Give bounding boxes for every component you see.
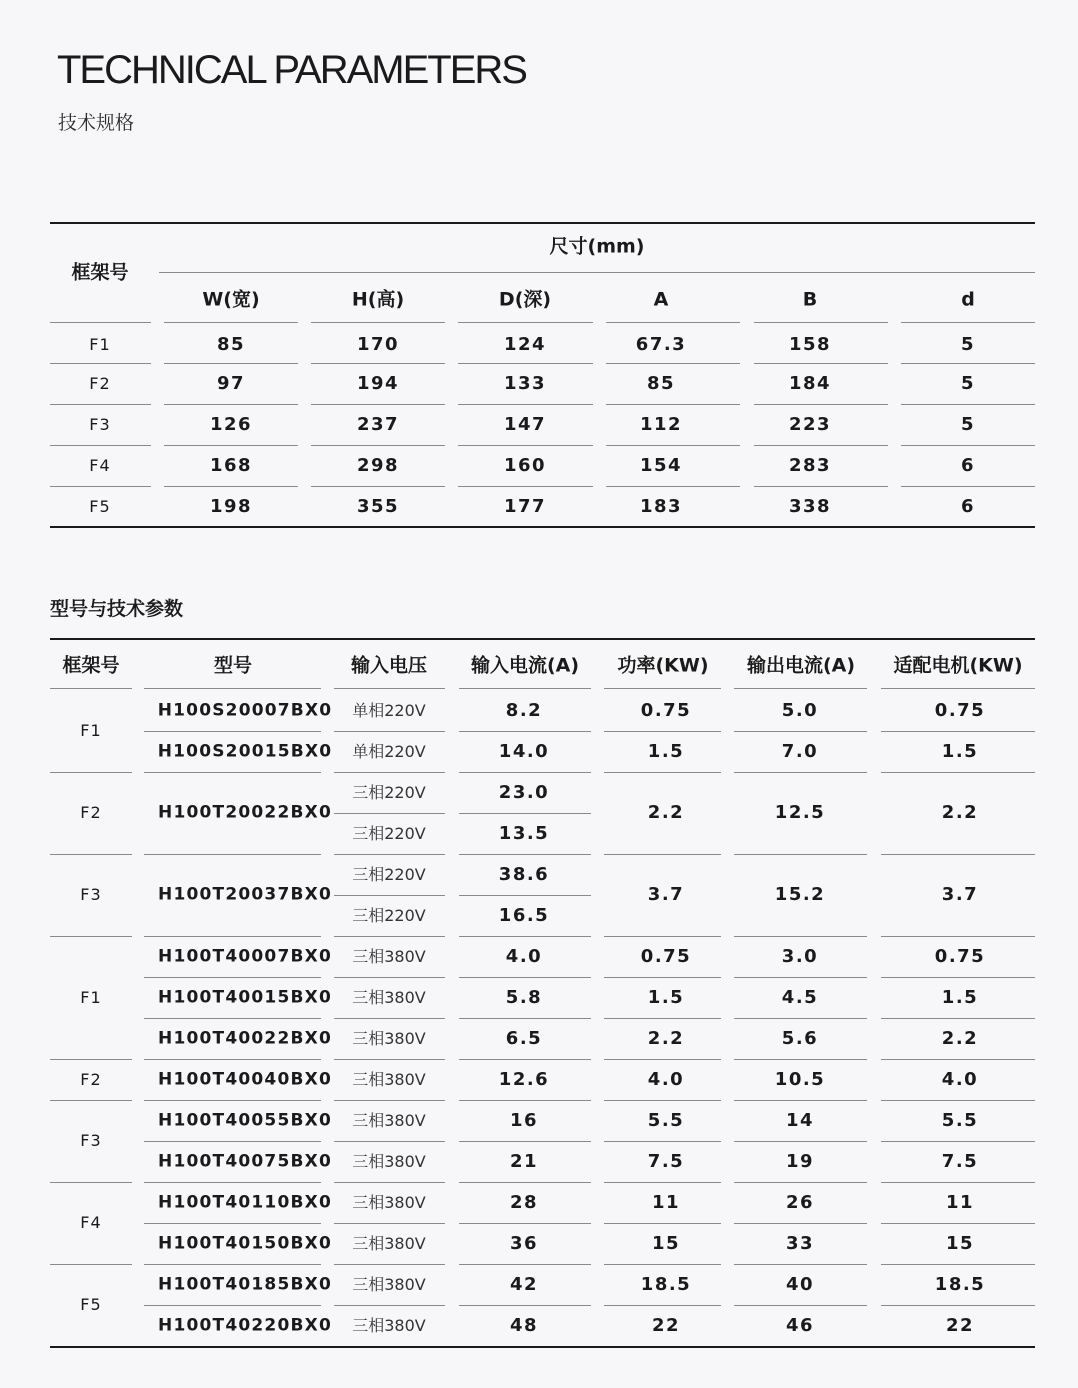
row-divider bbox=[334, 1182, 445, 1183]
input-voltage: 三相220V bbox=[352, 823, 426, 843]
column-header: 输入电压 bbox=[350, 654, 428, 677]
row-divider bbox=[606, 404, 740, 405]
row-divider bbox=[734, 1182, 867, 1183]
row-divider bbox=[458, 404, 593, 405]
frame-cell: F2 bbox=[89, 374, 111, 393]
dimension-value: 183 bbox=[639, 496, 683, 517]
model-cell: H100T20037BX0 bbox=[158, 884, 332, 905]
motor-value: 3.7 bbox=[941, 884, 979, 905]
row-divider bbox=[734, 1264, 867, 1265]
motor-value: 7.5 bbox=[941, 1150, 979, 1172]
output-current-value: 12.5 bbox=[774, 802, 826, 823]
row-divider bbox=[881, 772, 1035, 773]
model-cell: H100T40055BX0 bbox=[158, 1110, 332, 1130]
row-divider bbox=[144, 731, 321, 732]
row-divider bbox=[459, 731, 591, 732]
row-divider bbox=[459, 1018, 591, 1019]
row-divider bbox=[881, 1223, 1035, 1224]
dimension-value: 158 bbox=[788, 334, 832, 355]
row-divider bbox=[334, 731, 445, 732]
frame-cell: F4 bbox=[80, 1213, 102, 1232]
row-divider bbox=[881, 1100, 1035, 1101]
dimension-value: 85 bbox=[646, 373, 676, 394]
row-divider bbox=[144, 772, 321, 773]
input-current-value: 5.8 bbox=[505, 986, 543, 1008]
row-divider bbox=[311, 486, 445, 487]
input-current-value: 14.0 bbox=[498, 740, 550, 762]
dimension-value: 97 bbox=[216, 373, 246, 394]
table-bottom-rule bbox=[50, 526, 1035, 528]
dimension-value: 124 bbox=[503, 334, 547, 355]
row-divider bbox=[144, 1059, 321, 1060]
frame-cell: F3 bbox=[80, 885, 102, 904]
row-divider bbox=[334, 1264, 445, 1265]
frame-cell: F5 bbox=[89, 497, 111, 516]
row-divider bbox=[334, 895, 445, 896]
row-divider bbox=[604, 731, 721, 732]
output-current-value: 5.0 bbox=[781, 699, 819, 721]
input-voltage: 三相380V bbox=[352, 1233, 426, 1253]
dimension-value: 112 bbox=[639, 414, 683, 435]
row-divider bbox=[164, 363, 298, 364]
input-current-value: 48 bbox=[509, 1314, 539, 1336]
input-current-value: 16 bbox=[509, 1109, 539, 1131]
column-header: 输入电流(A) bbox=[470, 654, 580, 677]
frame-cell: F2 bbox=[80, 803, 102, 822]
row-divider bbox=[144, 1182, 321, 1183]
power-value: 15 bbox=[651, 1232, 681, 1254]
row-divider bbox=[604, 936, 721, 937]
dimension-value: 237 bbox=[356, 414, 400, 435]
column-header: 型号 bbox=[213, 654, 253, 677]
column-header: 框架号 bbox=[62, 654, 120, 677]
input-voltage: 单相220V bbox=[352, 700, 426, 720]
row-divider bbox=[901, 445, 1035, 446]
dimension-value: 168 bbox=[209, 455, 253, 476]
model-cell: H100T40007BX0 bbox=[158, 946, 332, 966]
row-divider bbox=[144, 1223, 321, 1224]
row-divider bbox=[458, 486, 593, 487]
model-cell: H100T40220BX0 bbox=[158, 1315, 332, 1335]
power-value: 22 bbox=[651, 1314, 681, 1336]
row-divider bbox=[164, 486, 298, 487]
row-divider bbox=[604, 1018, 721, 1019]
motor-value: 0.75 bbox=[934, 945, 986, 967]
row-divider bbox=[459, 1264, 591, 1265]
power-value: 3.7 bbox=[647, 884, 685, 905]
row-divider bbox=[334, 1223, 445, 1224]
row-divider bbox=[754, 486, 888, 487]
row-divider bbox=[881, 1305, 1035, 1306]
frame-cell: F3 bbox=[80, 1131, 102, 1150]
row-divider bbox=[459, 1059, 591, 1060]
dimension-value: 133 bbox=[503, 373, 547, 394]
row-divider bbox=[734, 688, 867, 689]
input-voltage: 三相380V bbox=[352, 1151, 426, 1171]
row-divider bbox=[734, 1018, 867, 1019]
motor-value: 18.5 bbox=[934, 1273, 986, 1295]
column-header: d bbox=[961, 288, 975, 311]
output-current-value: 19 bbox=[785, 1150, 815, 1172]
dimension-value: 223 bbox=[788, 414, 832, 435]
row-divider bbox=[458, 445, 593, 446]
column-header: 适配电机(KW) bbox=[893, 654, 1023, 677]
row-divider bbox=[50, 854, 132, 855]
row-divider bbox=[901, 486, 1035, 487]
row-divider bbox=[144, 854, 321, 855]
row-divider bbox=[881, 977, 1035, 978]
output-current-value: 26 bbox=[785, 1191, 815, 1213]
row-divider bbox=[459, 1100, 591, 1101]
dimension-value: 298 bbox=[356, 455, 400, 476]
row-divider bbox=[459, 1141, 591, 1142]
power-value: 11 bbox=[651, 1191, 681, 1213]
row-divider bbox=[734, 854, 867, 855]
input-voltage: 三相220V bbox=[352, 864, 426, 884]
row-divider bbox=[311, 445, 445, 446]
power-value: 18.5 bbox=[640, 1273, 692, 1295]
column-header: B bbox=[802, 288, 818, 311]
row-divider bbox=[754, 445, 888, 446]
motor-value: 0.75 bbox=[934, 699, 986, 721]
table-top-rule bbox=[50, 222, 1035, 224]
row-divider bbox=[734, 1059, 867, 1060]
row-divider bbox=[334, 772, 445, 773]
model-cell: H100S20015BX0 bbox=[157, 741, 333, 761]
row-divider bbox=[606, 363, 740, 364]
model-cell: H100T40075BX0 bbox=[158, 1151, 332, 1171]
output-current-value: 3.0 bbox=[781, 945, 819, 967]
row-divider bbox=[604, 1223, 721, 1224]
input-voltage: 三相380V bbox=[352, 1315, 426, 1335]
row-divider bbox=[881, 854, 1035, 855]
input-current-value: 8.2 bbox=[505, 699, 543, 721]
motor-value: 5.5 bbox=[941, 1109, 979, 1131]
power-value: 1.5 bbox=[647, 740, 685, 762]
row-divider bbox=[334, 1100, 445, 1101]
row-divider bbox=[604, 688, 721, 689]
model-cell: H100T40015BX0 bbox=[158, 987, 332, 1007]
motor-value: 15 bbox=[945, 1232, 975, 1254]
input-current-value: 42 bbox=[509, 1273, 539, 1295]
output-current-value: 5.6 bbox=[781, 1027, 819, 1049]
model-cell: H100T20022BX0 bbox=[158, 802, 332, 823]
dimension-value: 170 bbox=[356, 334, 400, 355]
frame-cell: F5 bbox=[80, 1295, 102, 1314]
row-divider bbox=[144, 1305, 321, 1306]
row-divider bbox=[459, 854, 591, 855]
frame-cell: F1 bbox=[80, 987, 102, 1007]
column-header: W(宽) bbox=[202, 288, 260, 311]
row-divider bbox=[604, 1059, 721, 1060]
dimension-value: 355 bbox=[356, 496, 400, 517]
row-divider bbox=[50, 322, 151, 323]
row-divider bbox=[881, 731, 1035, 732]
motor-value: 22 bbox=[945, 1314, 975, 1336]
row-divider bbox=[734, 1223, 867, 1224]
dimension-value: 6 bbox=[960, 455, 976, 476]
row-divider bbox=[311, 404, 445, 405]
input-voltage: 单相220V bbox=[352, 741, 426, 761]
row-divider bbox=[901, 404, 1035, 405]
table-top-rule bbox=[50, 638, 1035, 640]
row-divider bbox=[606, 486, 740, 487]
power-value: 0.75 bbox=[640, 945, 692, 967]
row-divider bbox=[754, 404, 888, 405]
row-divider bbox=[881, 1059, 1035, 1060]
row-divider bbox=[334, 813, 445, 814]
dimension-value: 85 bbox=[216, 334, 246, 355]
dimension-value: 126 bbox=[209, 414, 253, 435]
row-divider bbox=[459, 772, 591, 773]
row-divider bbox=[754, 363, 888, 364]
dimension-value: 198 bbox=[209, 496, 253, 517]
row-divider bbox=[604, 1100, 721, 1101]
row-divider bbox=[334, 977, 445, 978]
motor-value: 1.5 bbox=[941, 740, 979, 762]
input-current-value: 36 bbox=[509, 1232, 539, 1254]
input-current-value: 12.6 bbox=[498, 1068, 550, 1090]
input-voltage: 三相220V bbox=[352, 782, 426, 802]
output-current-value: 7.0 bbox=[781, 740, 819, 762]
dimension-value: 160 bbox=[503, 455, 547, 476]
model-cell: H100T40185BX0 bbox=[158, 1274, 332, 1294]
row-divider bbox=[459, 977, 591, 978]
row-divider bbox=[144, 936, 321, 937]
input-voltage: 三相380V bbox=[352, 1110, 426, 1130]
frame-header: 框架号 bbox=[71, 261, 129, 284]
model-cell: H100T40150BX0 bbox=[158, 1233, 332, 1253]
row-divider bbox=[50, 363, 151, 364]
input-current-value: 16.5 bbox=[498, 904, 550, 926]
power-value: 4.0 bbox=[647, 1068, 685, 1090]
row-divider bbox=[334, 1018, 445, 1019]
frame-cell: F2 bbox=[80, 1069, 102, 1089]
input-voltage: 三相380V bbox=[352, 1028, 426, 1048]
size-group-header: 尺寸(mm) bbox=[549, 235, 645, 258]
motor-value: 11 bbox=[945, 1191, 975, 1213]
motor-value: 4.0 bbox=[941, 1068, 979, 1090]
row-divider bbox=[50, 445, 151, 446]
row-divider bbox=[334, 1305, 445, 1306]
row-divider bbox=[144, 977, 321, 978]
model-cell: H100T40040BX0 bbox=[158, 1069, 332, 1089]
frame-cell: F1 bbox=[89, 335, 111, 354]
row-divider bbox=[881, 1141, 1035, 1142]
row-divider bbox=[50, 1264, 132, 1265]
row-divider bbox=[604, 1264, 721, 1265]
column-header: A bbox=[653, 288, 669, 311]
row-divider bbox=[881, 1018, 1035, 1019]
row-divider bbox=[458, 322, 593, 323]
row-divider bbox=[144, 1100, 321, 1101]
output-current-value: 14 bbox=[785, 1109, 815, 1131]
row-divider bbox=[604, 854, 721, 855]
row-divider bbox=[50, 688, 132, 689]
row-divider bbox=[734, 936, 867, 937]
column-header: 功率(KW) bbox=[617, 654, 709, 677]
row-divider bbox=[459, 1182, 591, 1183]
output-current-value: 46 bbox=[785, 1314, 815, 1336]
row-divider bbox=[734, 772, 867, 773]
row-divider bbox=[881, 1264, 1035, 1265]
dimension-value: 283 bbox=[788, 455, 832, 476]
output-current-value: 4.5 bbox=[781, 986, 819, 1008]
row-divider bbox=[881, 1182, 1035, 1183]
model-cell: H100T40022BX0 bbox=[158, 1028, 332, 1048]
row-divider bbox=[606, 322, 740, 323]
input-current-value: 28 bbox=[509, 1191, 539, 1213]
input-voltage: 三相380V bbox=[352, 946, 426, 966]
input-voltage: 三相220V bbox=[352, 905, 426, 925]
input-voltage: 三相380V bbox=[352, 1069, 426, 1089]
input-voltage: 三相380V bbox=[352, 1274, 426, 1294]
row-divider bbox=[459, 688, 591, 689]
dimension-value: 184 bbox=[788, 373, 832, 394]
row-divider bbox=[754, 322, 888, 323]
power-value: 1.5 bbox=[647, 986, 685, 1008]
dimension-value: 5 bbox=[960, 373, 976, 394]
table-bottom-rule bbox=[50, 1346, 1035, 1348]
row-divider bbox=[144, 1264, 321, 1265]
row-divider bbox=[604, 1182, 721, 1183]
row-divider bbox=[734, 1141, 867, 1142]
row-divider bbox=[459, 1223, 591, 1224]
input-current-value: 13.5 bbox=[498, 822, 550, 844]
spec-section-title: 型号与技术参数 bbox=[50, 598, 184, 620]
row-divider bbox=[50, 1100, 132, 1101]
row-divider bbox=[50, 1182, 132, 1183]
row-divider bbox=[459, 1305, 591, 1306]
row-divider bbox=[734, 731, 867, 732]
row-divider bbox=[144, 1018, 321, 1019]
dimension-value: 177 bbox=[503, 496, 547, 517]
motor-value: 2.2 bbox=[941, 802, 979, 823]
model-cell: H100T40110BX0 bbox=[158, 1192, 332, 1212]
row-divider bbox=[604, 1141, 721, 1142]
row-divider bbox=[606, 445, 740, 446]
dimension-value: 147 bbox=[503, 414, 547, 435]
row-divider bbox=[459, 813, 591, 814]
row-divider bbox=[881, 936, 1035, 937]
row-divider bbox=[734, 1305, 867, 1306]
motor-value: 2.2 bbox=[941, 1027, 979, 1049]
column-header: D(深) bbox=[498, 288, 552, 311]
row-divider bbox=[164, 322, 298, 323]
row-divider bbox=[311, 322, 445, 323]
row-divider bbox=[901, 363, 1035, 364]
page-subtitle: 技术规格 bbox=[58, 112, 135, 134]
model-cell: H100S20007BX0 bbox=[157, 700, 333, 720]
input-current-value: 4.0 bbox=[505, 945, 543, 967]
input-voltage: 三相380V bbox=[352, 1192, 426, 1212]
row-divider bbox=[50, 486, 151, 487]
row-divider bbox=[50, 772, 132, 773]
row-divider bbox=[144, 688, 321, 689]
row-divider bbox=[50, 936, 132, 937]
row-divider bbox=[334, 1141, 445, 1142]
row-divider bbox=[901, 322, 1035, 323]
row-divider bbox=[334, 1059, 445, 1060]
dimension-value: 194 bbox=[356, 373, 400, 394]
row-divider bbox=[604, 1305, 721, 1306]
dimension-value: 5 bbox=[960, 334, 976, 355]
output-current-value: 33 bbox=[785, 1232, 815, 1254]
dimension-value: 67.3 bbox=[635, 334, 687, 355]
row-divider bbox=[164, 445, 298, 446]
column-header: 输出电流(A) bbox=[746, 654, 856, 677]
frame-cell: F4 bbox=[89, 456, 111, 475]
row-divider bbox=[334, 688, 445, 689]
row-divider bbox=[604, 772, 721, 773]
output-current-value: 10.5 bbox=[774, 1068, 826, 1090]
row-divider bbox=[459, 936, 591, 937]
row-divider bbox=[334, 936, 445, 937]
row-divider bbox=[334, 854, 445, 855]
power-value: 5.5 bbox=[647, 1109, 685, 1131]
frame-cell: F1 bbox=[80, 721, 102, 740]
dimension-value: 5 bbox=[960, 414, 976, 435]
page-title: TECHNICAL PARAMETERS bbox=[57, 48, 526, 92]
input-current-value: 6.5 bbox=[505, 1027, 543, 1049]
column-header: H(高) bbox=[351, 288, 405, 311]
output-current-value: 40 bbox=[785, 1273, 815, 1295]
group-header-divider bbox=[159, 272, 1035, 273]
row-divider bbox=[458, 363, 593, 364]
dimension-value: 154 bbox=[639, 455, 683, 476]
power-value: 2.2 bbox=[647, 802, 685, 823]
row-divider bbox=[604, 977, 721, 978]
power-value: 0.75 bbox=[640, 699, 692, 721]
input-current-value: 21 bbox=[509, 1150, 539, 1172]
row-divider bbox=[164, 404, 298, 405]
dimension-value: 338 bbox=[788, 496, 832, 517]
output-current-value: 15.2 bbox=[774, 884, 826, 905]
row-divider bbox=[144, 1141, 321, 1142]
frame-cell: F3 bbox=[89, 415, 111, 434]
row-divider bbox=[50, 404, 151, 405]
row-divider bbox=[734, 1100, 867, 1101]
row-divider bbox=[50, 1059, 132, 1060]
input-current-value: 38.6 bbox=[498, 863, 550, 885]
input-current-value: 23.0 bbox=[498, 781, 550, 803]
row-divider bbox=[459, 895, 591, 896]
row-divider bbox=[311, 363, 445, 364]
input-voltage: 三相380V bbox=[352, 987, 426, 1007]
row-divider bbox=[881, 688, 1035, 689]
dimension-value: 6 bbox=[960, 496, 976, 517]
power-value: 7.5 bbox=[647, 1150, 685, 1172]
power-value: 2.2 bbox=[647, 1027, 685, 1049]
row-divider bbox=[734, 977, 867, 978]
motor-value: 1.5 bbox=[941, 986, 979, 1008]
